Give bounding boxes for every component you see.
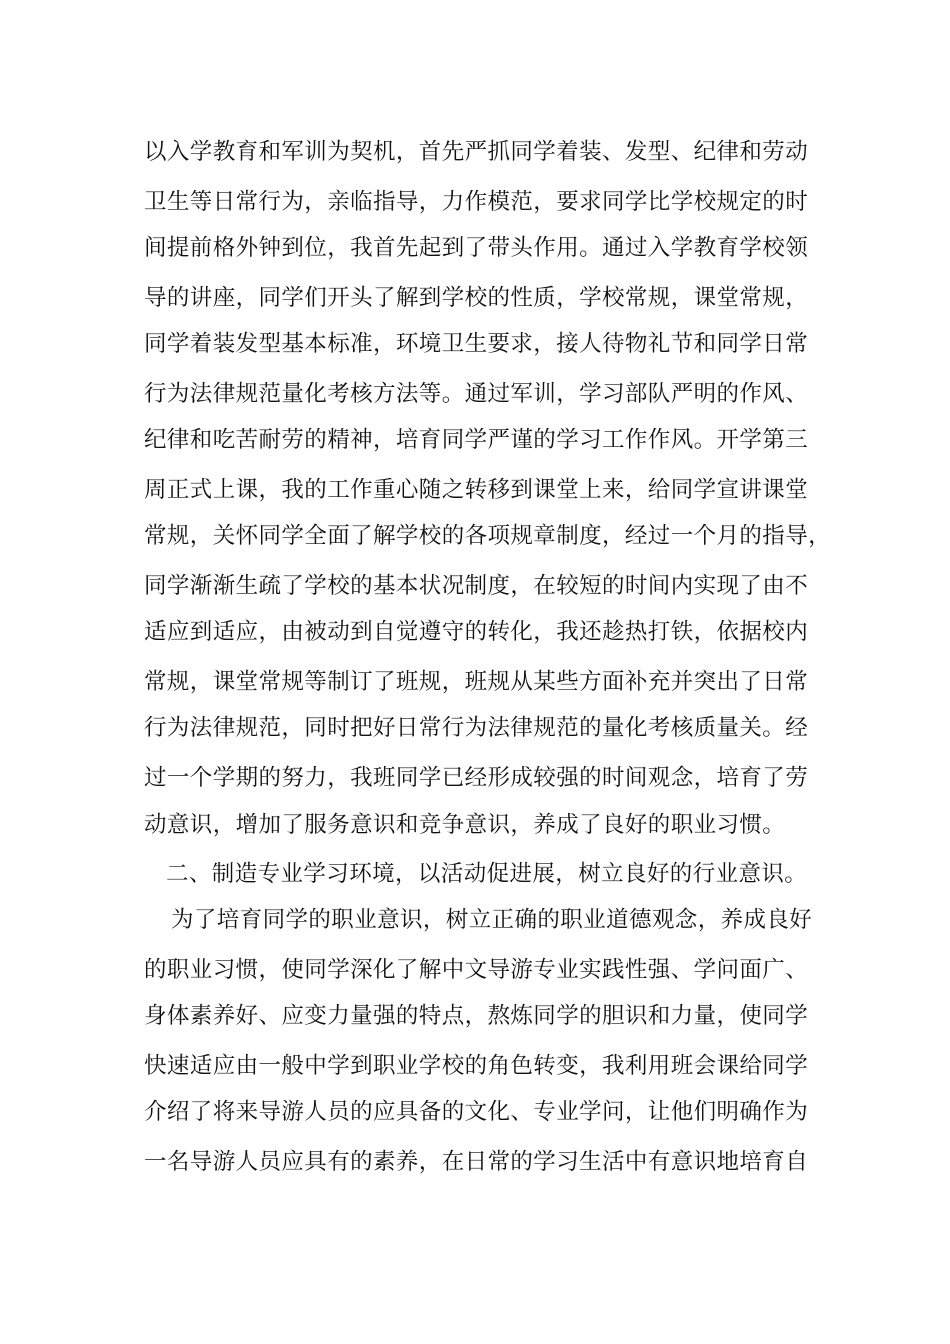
- text-line: 行为法律规范量化考核方法等。通过军训，学习部队严明的作风、: [144, 381, 809, 407]
- paragraph-first-line: 为了培育同学的职业意识，树立正确的职业道德观念，养成良好: [171, 907, 813, 933]
- text-line: 适应到适应，由被动到自觉遵守的转化，我还趁热打铁，依据校内: [144, 619, 809, 645]
- section-heading: 二、制造专业学习环境，以活动促进展，树立良好的行业意识。: [166, 861, 808, 887]
- text-line: 动意识，增加了服务意识和竞争意识，养成了良好的职业习惯。: [144, 812, 786, 838]
- text-line: 身体素养好、应变力量强的特点，熬炼同学的胆识和力量，使同学: [144, 1003, 809, 1029]
- text-line: 快速适应由一般中学到职业学校的角色转变，我利用班会课给同学: [144, 1053, 809, 1079]
- text-line: 行为法律规范，同时把好日常行为法律规范的量化考核质量关。经: [144, 715, 809, 741]
- text-line: 的职业习惯，使同学深化了解中文导游专业实践性强、学问面广、: [144, 957, 809, 983]
- text-line: 导的讲座，同学们开头了解到学校的性质，学校常规，课堂常规，: [144, 285, 809, 311]
- text-line: 常规，关怀同学全面了解学校的各项规章制度，经过一个月的指导，: [144, 523, 832, 549]
- text-line: 过一个学期的努力，我班同学已经形成较强的时间观念，培育了劳: [144, 765, 809, 791]
- text-line: 纪律和吃苦耐劳的精神，培育同学严谨的学习工作作风。开学第三: [144, 427, 809, 453]
- text-line: 同学着装发型基本标准，环境卫生要求，接人待物礼节和同学日常: [144, 331, 809, 357]
- text-line: 常规，课堂常规等制订了班规，班规从某些方面补充并突出了日常: [144, 669, 809, 695]
- text-line: 以入学教育和军训为契机，首先严抓同学着装、发型、纪律和劳动: [144, 139, 809, 165]
- text-line: 介绍了将来导游人员的应具备的文化、专业学问，让他们明确作为: [144, 1099, 809, 1125]
- text-line: 同学渐渐生疏了学校的基本状况制度，在较短的时间内实现了由不: [144, 573, 809, 599]
- text-line: 间提前格外钟到位，我首先起到了带头作用。通过入学教育学校领: [144, 235, 809, 261]
- text-line: 卫生等日常行为，亲临指导，力作模范，要求同学比学校规定的时: [144, 189, 809, 215]
- text-line: 周正式上课，我的工作重心随之转移到课堂上来，给同学宣讲课堂: [144, 477, 809, 503]
- text-line: 一名导游人员应具有的素养，在日常的学习生活中有意识地培育自: [144, 1149, 809, 1175]
